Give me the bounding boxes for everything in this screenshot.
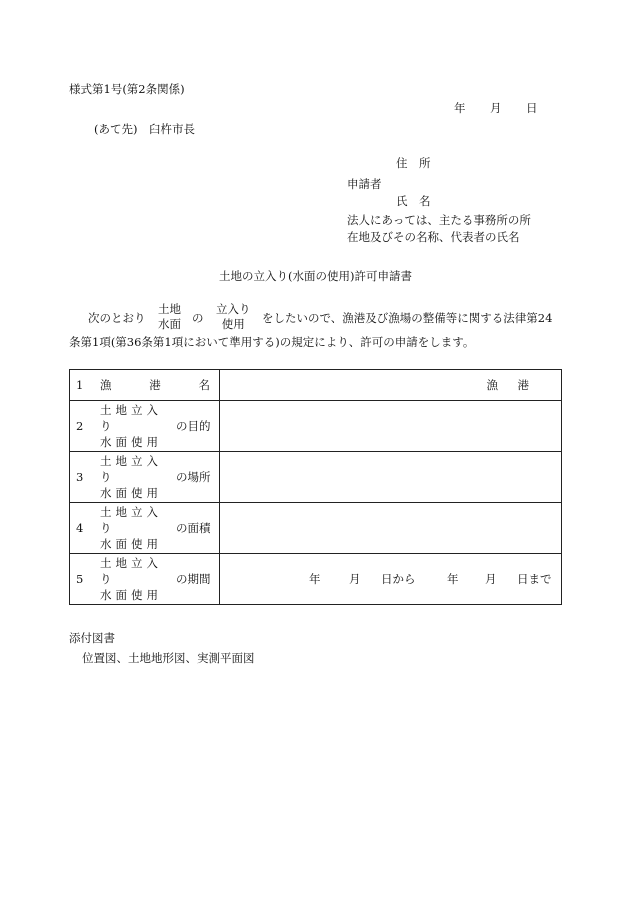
- date-day-label: 日: [526, 101, 538, 115]
- label-bottom: 水面使用: [100, 588, 162, 602]
- period-field[interactable]: [220, 554, 562, 605]
- date-month-label: 月: [490, 101, 502, 115]
- end-month-label: 月: [485, 572, 497, 586]
- row-number: 3: [76, 470, 84, 484]
- body-particle: の: [192, 311, 204, 325]
- document-title: 土地の立入り(水面の使用)許可申請書: [219, 269, 412, 283]
- option-water: 水面: [158, 317, 181, 331]
- label-char: 漁: [100, 378, 112, 392]
- purpose-label-cell: [70, 401, 220, 452]
- label-top: 土地立入り: [100, 505, 162, 535]
- option-entry-use: [216, 302, 251, 332]
- application-table: [69, 369, 562, 605]
- option-land: 土地: [158, 302, 181, 316]
- label-char: 港: [149, 378, 161, 392]
- location-label-cell: [70, 452, 220, 503]
- applicant-label: 申請者: [347, 177, 382, 191]
- area-field[interactable]: [220, 503, 562, 554]
- address-label: 住 所: [396, 156, 431, 170]
- body-line1-rest: をしたいので、漁港及び漁場の整備等に関する法律第24: [262, 311, 553, 325]
- row-number: 1: [76, 378, 84, 392]
- end-day-label: 日まで: [517, 572, 552, 586]
- start-month-label: 月: [349, 572, 361, 586]
- row1-label-cell: [70, 370, 220, 401]
- label-suffix: の場所: [176, 470, 211, 484]
- end-year-label: 年: [447, 572, 459, 586]
- label-top: 土地立入り: [100, 556, 162, 586]
- table-row: [70, 401, 562, 452]
- attachments-heading: 添付図書: [69, 631, 115, 645]
- label-suffix: の面積: [176, 521, 211, 535]
- corporate-note-line1: 法人にあっては、主たる事務所の所: [347, 213, 531, 227]
- row-number: 5: [76, 572, 84, 586]
- corporate-note-line2: 在地及びその名称、代表者の氏名: [347, 230, 520, 244]
- table-row: [70, 503, 562, 554]
- label-top: 土地立入り: [100, 403, 162, 433]
- area-label-cell: [70, 503, 220, 554]
- start-day-label: 日から: [381, 572, 416, 586]
- location-field[interactable]: [220, 452, 562, 503]
- body-line2: 条第1項(第36条第1項において準用する)の規定により、許可の申請をします。: [69, 335, 475, 349]
- table-row: [70, 554, 562, 605]
- label-bottom: 水面使用: [100, 435, 162, 449]
- attachments-list: 位置図、土地地形図、実測平面図: [82, 651, 255, 665]
- period-label-cell: [70, 554, 220, 605]
- label-bottom: 水面使用: [100, 537, 162, 551]
- table-row: [70, 452, 562, 503]
- option-use: 使用: [221, 317, 245, 331]
- row-number: 2: [76, 419, 84, 433]
- label-top: 土地立入り: [100, 454, 162, 484]
- label-bottom: 水面使用: [100, 486, 162, 500]
- body-lead: 次のとおり: [88, 311, 146, 325]
- label-suffix: の目的: [176, 419, 211, 433]
- start-year-label: 年: [309, 572, 321, 586]
- label-suffix: の期間: [176, 572, 211, 586]
- form-number: 様式第1号(第2条関係): [69, 82, 185, 96]
- date-year-label: 年: [454, 101, 466, 115]
- option-land-water: [158, 302, 181, 332]
- table-row: [70, 370, 562, 401]
- label-char: 名: [198, 378, 210, 392]
- addressee: (あて先) 臼杵市長: [94, 122, 195, 136]
- purpose-field[interactable]: [220, 401, 562, 452]
- row-number: 4: [76, 521, 84, 535]
- option-entry: 立入り: [216, 302, 251, 316]
- name-label: 氏 名: [396, 194, 431, 208]
- fishing-port-field[interactable]: 漁 港: [220, 370, 562, 401]
